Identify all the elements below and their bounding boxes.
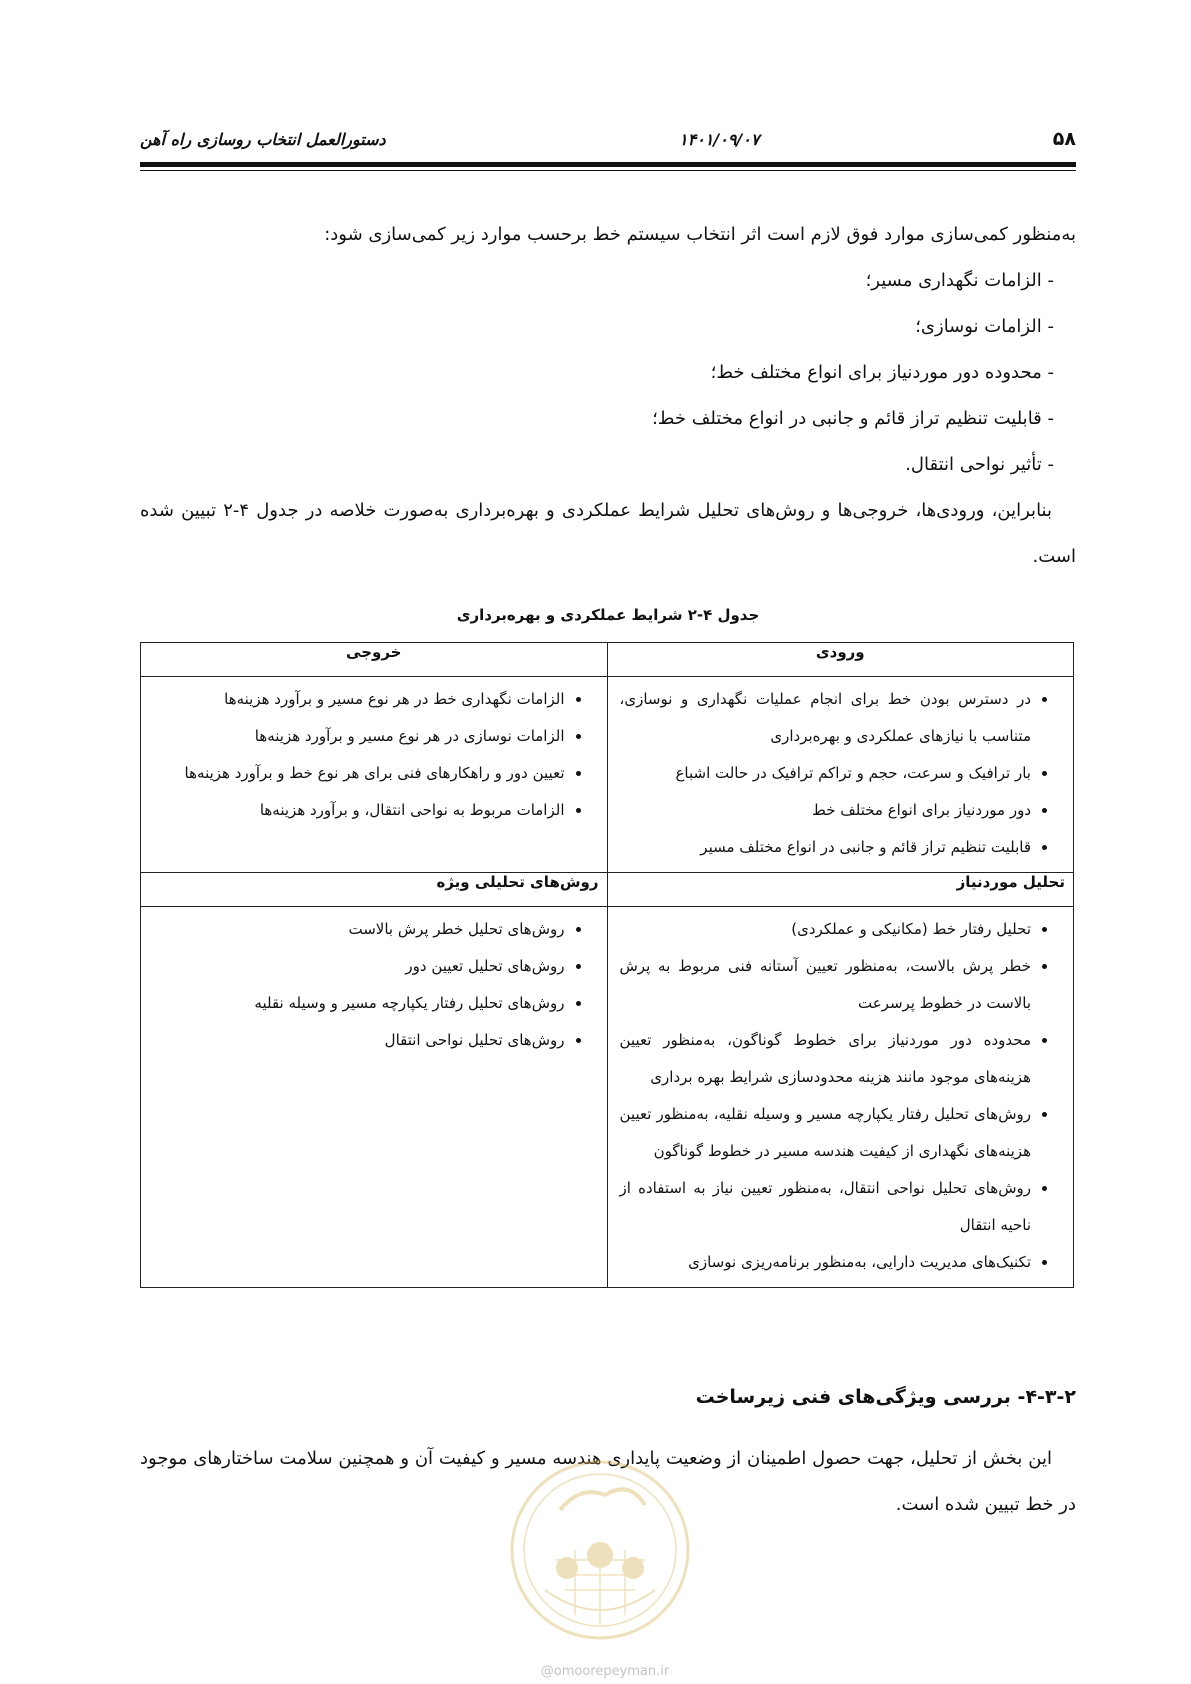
required-list <box>620 911 1062 1281</box>
cell-required-analysis <box>607 907 1074 1288</box>
intro-list-item: - تأثیر نواحی انتقال. <box>905 454 1054 475</box>
intro-lead: به‌منظور کمی‌سازی موارد فوق لازم است اثر انتخاب سیستم خط برحسب موارد زیر کمی‌سازی شود: <box>324 224 1076 245</box>
inputs-list <box>620 681 1062 866</box>
list-item: • محدوده دور موردنیاز برای خطوط گوناگون، به‌منظور تعیین هزینه‌های موجود مانند هزینه محدودسازی شرایط بهره برداری <box>620 1022 1032 1096</box>
table-row <box>141 907 1074 1288</box>
cell-outputs <box>141 677 608 873</box>
outputs-list <box>153 681 595 829</box>
list-item: • الزامات نوسازی در هر نوع مسیر و برآورد هزینه‌ها <box>153 718 565 755</box>
section-heading: ۴-۳-۲- بررسی ویژگی‌های فنی زیرساخت <box>695 1386 1076 1408</box>
list-item: • قابلیت تنظیم تراز قائم و جانبی در انواع مختلف مسیر <box>620 829 1032 866</box>
table-caption: جدول ۴-۲ شرایط عملکردی و بهره‌برداری <box>456 606 760 624</box>
cell-special-methods <box>141 907 608 1288</box>
header-rule-thick <box>140 162 1076 167</box>
header-special-methods: روش‌های تحلیلی ویژه <box>141 873 608 907</box>
list-item: • الزامات نگهداری خط در هر نوع مسیر و برآورد هزینه‌ها <box>153 681 565 718</box>
list-item: • تعیین دور و راهکارهای فنی برای هر نوع خط و برآورد هزینه‌ها <box>153 755 565 792</box>
table-header-row <box>141 643 1074 677</box>
header-outputs: خروجی <box>141 643 608 677</box>
list-item: • روش‌های تحلیل نواحی انتقال، به‌منظور تعیین نیاز به استفاده از ناحیه انتقال <box>620 1170 1032 1244</box>
cell-inputs <box>607 677 1074 873</box>
list-item: • روش‌های تحلیل رفتار یکپارچه مسیر و وسیله نقلیه <box>153 985 565 1022</box>
page-number: ۵۸ <box>1052 128 1076 150</box>
list-item: • خطر پرش بالاست، به‌منظور تعیین آستانه فنی مربوط به پرش بالاست در خطوط پرسرعت <box>620 948 1032 1022</box>
list-item: • روش‌های تحلیل رفتار یکپارچه مسیر و وسیله نقلیه، به‌منظور تعیین هزینه‌های نگهداری از کیفیت هندسه مسیر در خطوط گوناگون <box>620 1096 1032 1170</box>
section-paragraph: این بخش از تحلیل، جهت حصول اطمینان از وضعیت پایداری هندسه مسیر و کیفیت آن و همچنین سلامت ساختارهای موجود در خط تبیین شده است. <box>140 1448 1076 1515</box>
list-item: • روش‌های تحلیل تعیین دور <box>153 948 565 985</box>
list-item: • الزامات مربوط به نواحی انتقال، و برآورد هزینه‌ها <box>153 792 565 829</box>
section-body <box>140 1436 1076 1528</box>
header-required-analysis: تحلیل موردنیاز <box>607 873 1074 907</box>
list-item: • روش‌های تحلیل خطر پرش بالاست <box>153 911 565 948</box>
list-item: • روش‌های تحلیل نواحی انتقال <box>153 1022 565 1059</box>
page-header <box>140 128 1076 150</box>
list-item: • بار ترافیک و سرعت، حجم و تراکم ترافیک در حالت اشباع <box>620 755 1032 792</box>
list-item: • دور موردنیاز برای انواع مختلف خط <box>620 792 1032 829</box>
header-date: ۱۴۰۱/۰۹/۰۷ <box>679 129 760 149</box>
intro-list-item: - محدوده دور موردنیاز برای انواع مختلف خط؛ <box>710 362 1054 383</box>
conditions-table <box>140 642 1074 1288</box>
table-row <box>141 677 1074 873</box>
watermark-url: @omoorepeyman.ir <box>540 1664 670 1679</box>
methods-list <box>153 911 595 1059</box>
intro-list-item: - الزامات نوسازی؛ <box>915 316 1054 337</box>
header-inputs: ورودی <box>607 643 1074 677</box>
list-item: • در دسترس بودن خط برای انجام عملیات نگهداری و نوسازی، متناسب با نیازهای عملکردی و بهره‌برداری <box>620 681 1032 755</box>
list-item: • تکنیک‌های مدیریت دارایی، به‌منظور برنامه‌ریزی نوسازی <box>620 1244 1032 1281</box>
list-item: • تحلیل رفتار خط (مکانیکی و عملکردی) <box>620 911 1032 948</box>
intro-summary: بنابراین، ورودی‌ها، خروجی‌ها و روش‌های تحلیل شرایط عملکردی و بهره‌برداری به‌صورت خلاصه در جدول ۴-۲ تبیین شده است. <box>140 500 1076 567</box>
intro-section <box>140 212 1076 580</box>
header-doc-title: دستورالعمل انتخاب روسازی راه آهن <box>140 129 386 149</box>
header-rule-thin <box>140 170 1076 171</box>
table-header-row <box>141 873 1074 907</box>
intro-list-item: - قابلیت تنظیم تراز قائم و جانبی در انواع مختلف خط؛ <box>652 408 1054 429</box>
intro-list <box>140 258 1076 488</box>
intro-list-item: - الزامات نگهداری مسیر؛ <box>865 270 1054 291</box>
